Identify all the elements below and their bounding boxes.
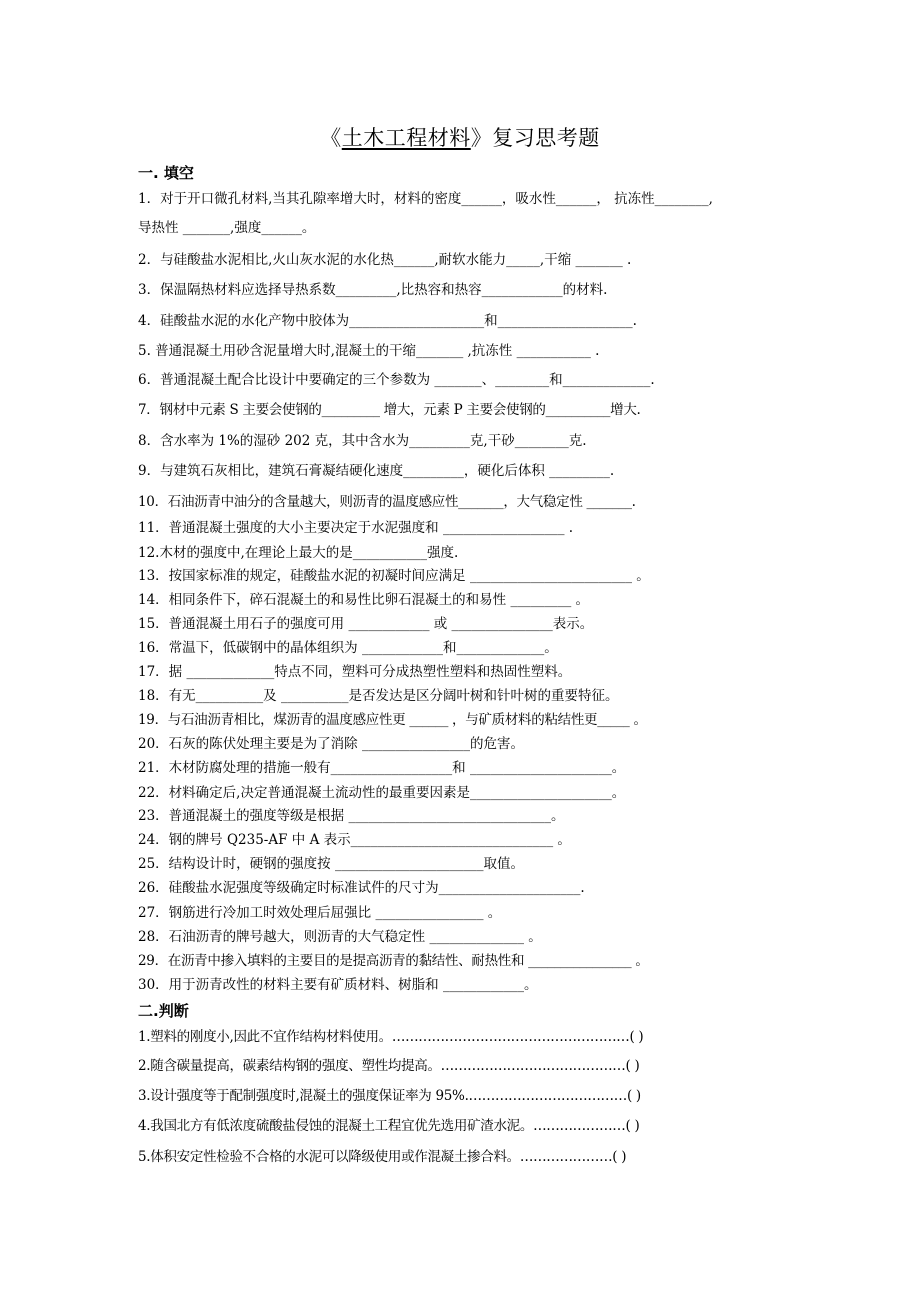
judge-item: 4.我国北方有低浓度硫酸盐侵蚀的混凝土工程宜优先选用矿渣水泥。…………………( ) xyxy=(138,1118,640,1134)
fill-item: 25．结构设计时，硬钢的强度按 ______________________取值。 xyxy=(138,856,524,872)
fill-item: 8．含水率为 1%的湿砂 202 克，其中含水为_________克,干砂________克. xyxy=(138,433,587,449)
fill-item: 30．用于沥青改性的材料主要有矿质材料、树脂和 ____________。 xyxy=(138,977,538,993)
title-suffix: 》复习思考题 xyxy=(470,126,600,150)
fill-item: 9．与建筑石灰相比，建筑石膏凝结硬化速度_________，硬化后体积 _________. xyxy=(138,463,615,479)
judge-item: 3.设计强度等于配制强度时,混凝土的强度保证率为 95%.………………………………( ) xyxy=(138,1088,641,1104)
fill-item: 15．普通混凝土用石子的强度可用 ____________ 或 _______________表示。 xyxy=(138,616,594,632)
fill-item: 1．对于开口微孔材料,当其孔隙率增大时，材料的密度______，吸水性______， 抗冻性________, xyxy=(138,191,713,207)
fill-item: 17．据 _____________特点不同，塑料可分成热塑性塑料和热固性塑料。 xyxy=(138,664,572,680)
fill-item: 5. 普通混凝土用砂含泥量增大时,混凝土的干缩_______ ,抗冻性 ___________ . xyxy=(138,343,600,359)
fill-item: 18．有无__________及 __________是否发达是区分阔叶树和针叶树的重要特征。 xyxy=(138,688,619,704)
fill-section-heading: 一. 填空 xyxy=(138,164,194,182)
fill-item: 导热性 _______,强度______。 xyxy=(138,220,316,236)
judge-item: 2.随含碳量提高，碳素结构钢的强度、塑性均提高。……………………………………( ) xyxy=(138,1058,640,1074)
title-prefix: 《 xyxy=(320,126,342,150)
fill-item: 28．石油沥青的牌号越大，则沥青的大气稳定性 ______________ 。 xyxy=(138,929,542,945)
fill-item: 10．石油沥青中油分的含量越大，则沥青的温度感应性_______，大气稳定性 _______. xyxy=(138,494,636,510)
title-underlined: 土木工程材料 xyxy=(341,126,471,150)
fill-item: 7．钢材中元素 S 主要会使钢的_________ 增大，元素 P 主要会使钢的__________增大. xyxy=(138,402,641,418)
fill-item: 22．材料确定后,决定普通混凝土流动性的最重要因素是_____________________。 xyxy=(138,785,626,801)
judge-item: 1.塑料的刚度小,因此不宜作结构材料使用。………………………………………………( ) xyxy=(138,1029,644,1045)
fill-item: 20．石灰的陈伏处理主要是为了消除 ________________的危害。 xyxy=(138,736,524,752)
fill-item: 12.木材的强度中,在理论上最大的是___________强度. xyxy=(138,545,459,561)
fill-item: 11．普通混凝土强度的大小主要决定于水泥强度和 __________________ . xyxy=(138,520,574,536)
fill-item: 27．钢筋进行冷加工时效处理后屈强比 ________________ 。 xyxy=(138,905,502,921)
fill-item: 23．普通混凝土的强度等级是根据 ______________________________。 xyxy=(138,808,565,824)
fill-item: 6．普通混凝土配合比设计中要确定的三个参数为 _______、________和_____________. xyxy=(138,372,655,388)
judge-section-heading: 二.判断 xyxy=(138,1002,189,1020)
page-title xyxy=(0,122,920,152)
fill-item: 2．与硅酸盐水泥相比,火山灰水泥的水化热______,耐软水能力_____,干缩 _______ . xyxy=(138,252,632,268)
fill-item: 4．硅酸盐水泥的水化产物中胶体为____________________和____________________. xyxy=(138,313,637,329)
fill-item: 29．在沥青中掺入填料的主要目的是提高沥青的黏结性、耐热性和 ________________ 。 xyxy=(138,953,649,969)
fill-item: 3．保温隔热材料应选择导热系数_________,比热容和热容____________的材料. xyxy=(138,282,608,298)
fill-item: 24．钢的牌号 Q235-AF 中 A 表示______________________________ 。 xyxy=(138,832,571,848)
fill-item: 21．木材防腐处理的措施一般有__________________和 _____________________。 xyxy=(138,760,626,776)
fill-item: 13．按国家标准的规定，硅酸盐水泥的初凝时间应满足 ________________________ 。 xyxy=(138,568,650,584)
fill-item: 19．与石油沥青相比，煤沥青的温度感应性更 ______ ，与矿质材料的粘结性更_____ 。 xyxy=(138,712,647,728)
fill-item: 26．硅酸盐水泥强度等级确定时标准试件的尺寸为_____________________. xyxy=(138,880,585,896)
judge-item: 5.体积安定性检验不合格的水泥可以降级使用或作混凝土掺合料。…………………( ) xyxy=(138,1149,627,1165)
fill-item: 16．常温下，低碳钢中的晶体组织为 ____________和_____________。 xyxy=(138,640,558,656)
fill-item: 14．相同条件下，碎石混凝土的和易性比卵石混凝土的和易性 _________ 。 xyxy=(138,592,590,608)
